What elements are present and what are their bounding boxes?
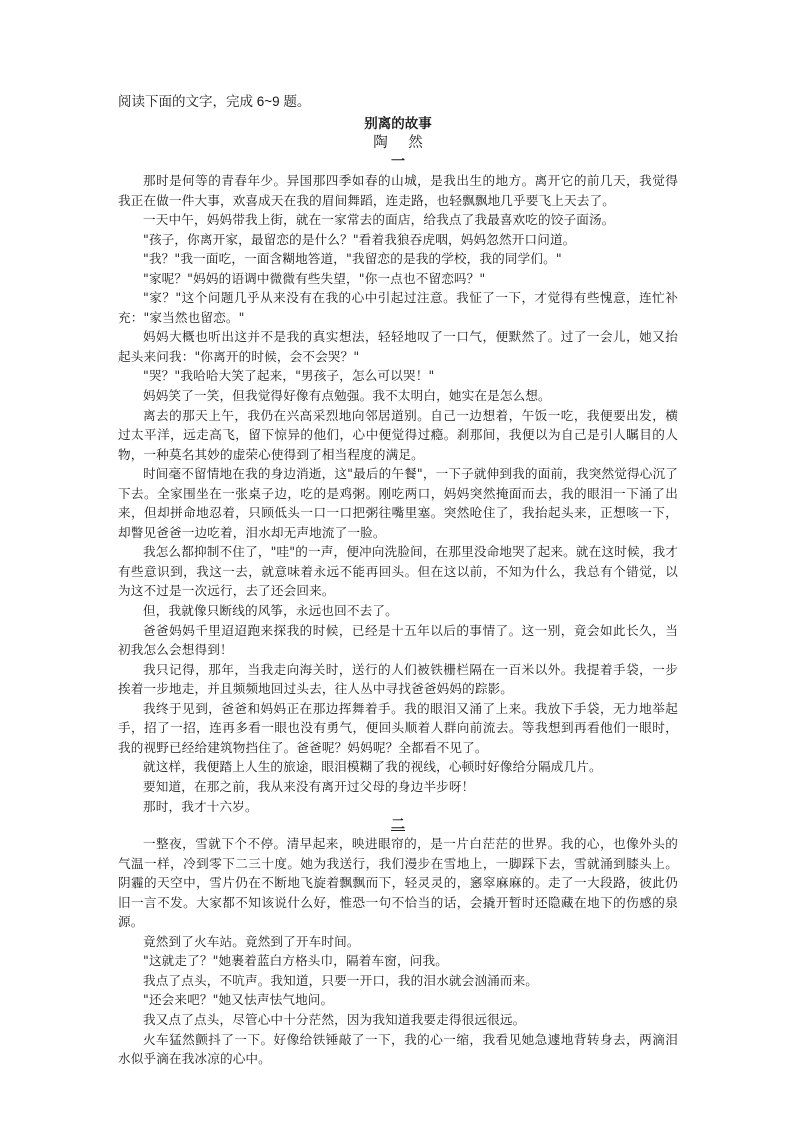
paragraph: "这就走了？"她裹着蓝白方格头巾，隔着车窗，问我。 bbox=[143, 953, 448, 969]
paragraph: 离去的那天上午，我仍在兴高采烈地向邻居道别。自己一边想着，午饭一吃，我便要出发，横过太平洋，远走高飞，留下惊异的他们，心中便觉得过瘾。刹那间，我便以为自己是引人瞩目的人物，一种莫名其妙的虚荣心使得到了相当程度的满足。 bbox=[118, 407, 678, 462]
paragraph: 我又点了点头，尽管心中十分茫然，因为我知道我要走得很远很远。 bbox=[143, 1011, 526, 1027]
paragraph: 火车猛然颤抖了一下。好像给铁锤敲了一下，我的心一缩，我看见她急遽地背转身去，两滴泪水似乎滴在我冰凉的心中。 bbox=[118, 1031, 678, 1067]
paragraph: "孩子，你离开家，最留恋的是什么？"看着我狼吞虎咽，妈妈忽然开口问道。 bbox=[143, 231, 576, 247]
paragraph: "还会来吧？"她又怯声怯气地问。 bbox=[143, 992, 334, 1008]
paragraph: 我怎么都抑制不住了，"哇"的一声，便冲向洗脸间，在那里没命地哭了起来。就在这时候，我才有些意识到，我这一去，就意味着永远不能再回头。但在这以前，不知为什么，我总有个错觉，以为这不过是一次远行，去了还会回来。 bbox=[118, 544, 678, 599]
document-page bbox=[118, 93, 678, 1069]
paragraph: 我终于见到，爸爸和妈妈正在那边挥舞着手。我的眼泪又涌了上来。我放下手袋，无力地举起手，招了一招，连再多看一眼也没有勇气，便回头顺着人群向前流去。等我想到再看他们一眼时，我的视野已经给建筑物挡住了。爸爸呢？妈妈呢？全都看不见了。 bbox=[118, 700, 678, 755]
paragraph: "我？"我一面吃，一面含糊地答道，"我留恋的是我的学校，我的同学们。" bbox=[143, 251, 562, 267]
section-2-body bbox=[118, 834, 678, 1069]
paragraph: "家呢？"妈妈的语调中微微有些失望，"你一点也不留恋吗？" bbox=[143, 270, 486, 286]
paragraph: 一整夜，雪就下个不停。清早起来，映进眼帘的，是一片白茫茫的世界。我的心，也像外头的气温一样，冷到零下二三十度。她为我送行，我们漫步在雪地上，一脚踩下去，雪就涌到膝头上。阴霾的天空中，雪片仍在不断地飞旋着飘飘而下，轻灵灵的，窸窣麻麻的。走了一大段路，彼此仍旧一言不发。大家都不知该说什么好，惟恐一句不恰当的话，会撬开暂时还隐藏在地下的伤感的泉源。 bbox=[118, 836, 678, 930]
paragraph: 竟然到了火车站。竟然到了开车时间。 bbox=[143, 933, 360, 949]
section-marker-2 bbox=[118, 816, 678, 834]
paragraph: 那时，我才十六岁。 bbox=[143, 798, 258, 814]
paragraph: "家？"这个问题几乎从来没有在我的心中引起过注意。我怔了一下，才觉得有些愧意，连忙补充："家当然也留恋。" bbox=[118, 290, 678, 325]
paragraph: 就这样，我便踏上人生的旅途，眼泪模糊了我的视线，心顿时好像给分隔成几片。 bbox=[143, 759, 602, 775]
section-marker-2-text: 二 bbox=[391, 817, 405, 834]
paragraph: 时间毫不留情地在我的身边消逝，这"最后的午餐"，一下子就伸到我的面前，我突然觉得心沉了下去。全家围坐在一张桌子边，吃的是鸡粥。刚吃两口，妈妈突然掩面而去，我的眼泪一下涌了出来，但却拼命地忍着，只顾低头一口一口把粥往嘴里塞。突然呛住了，我抬起头来，正想咳一下，却瞥见爸爸一边吃着，泪水却无声地流了一脸。 bbox=[118, 466, 678, 540]
paragraph: 但，我就像只断线的风筝，永远也回不去了。 bbox=[143, 603, 398, 619]
article-author: 陶 然 bbox=[373, 135, 431, 151]
paragraph: 我点了点头，不吭声。我知道，只要一开口，我的泪水就会汹涌而来。 bbox=[143, 972, 539, 988]
paragraph: 妈妈大概也听出这并不是我的真实想法，轻轻地叹了一口气，便默然了。过了一会儿，她又抬起头来问我："你离开的时候，会不会哭？" bbox=[118, 329, 678, 364]
paragraph: 要知道，在那之前，我从来没有离开过父母的身边半步呀！ bbox=[143, 778, 475, 794]
article-title: 别离的故事 bbox=[364, 116, 432, 132]
section-1-body bbox=[118, 171, 678, 816]
question-instruction: 阅读下面的文字，完成 6~9 题。 bbox=[118, 94, 311, 109]
paragraph: 我只记得，那年，当我走向海关时，送行的人们被铁栅栏隔在一百米以外。我提着手袋，一步挨着一步地走，并且频频地回过头去，往人丛中寻找爸爸妈妈的踪影。 bbox=[118, 661, 678, 697]
paragraph: 爸爸妈妈千里迢迢跑来探我的时候，已经是十五年以后的事情了。这一别，竟会如此长久，当初我怎么会想得到！ bbox=[118, 622, 678, 658]
paragraph: 一天中午，妈妈带我上街，就在一家常去的面店，给我点了我最喜欢吃的饺子面汤。 bbox=[143, 212, 615, 228]
paragraph: 那时是何等的青春年少。异国那四季如春的山城，是我出生的地方。离开它的前几天，我觉得我正在做一件大事，欢喜成天在我的眉间舞蹈，连走路，也轻飘飘地几乎要飞上天去了。 bbox=[118, 173, 678, 208]
section-marker-1: 一 bbox=[391, 154, 405, 170]
paragraph: 妈妈笑了一笑，但我觉得好像有点勉强。我不太明白，她实在是怎么想。 bbox=[143, 388, 551, 404]
paragraph: "哭？"我哈哈大笑了起来，"男孩子，怎么可以哭！" bbox=[143, 368, 435, 384]
